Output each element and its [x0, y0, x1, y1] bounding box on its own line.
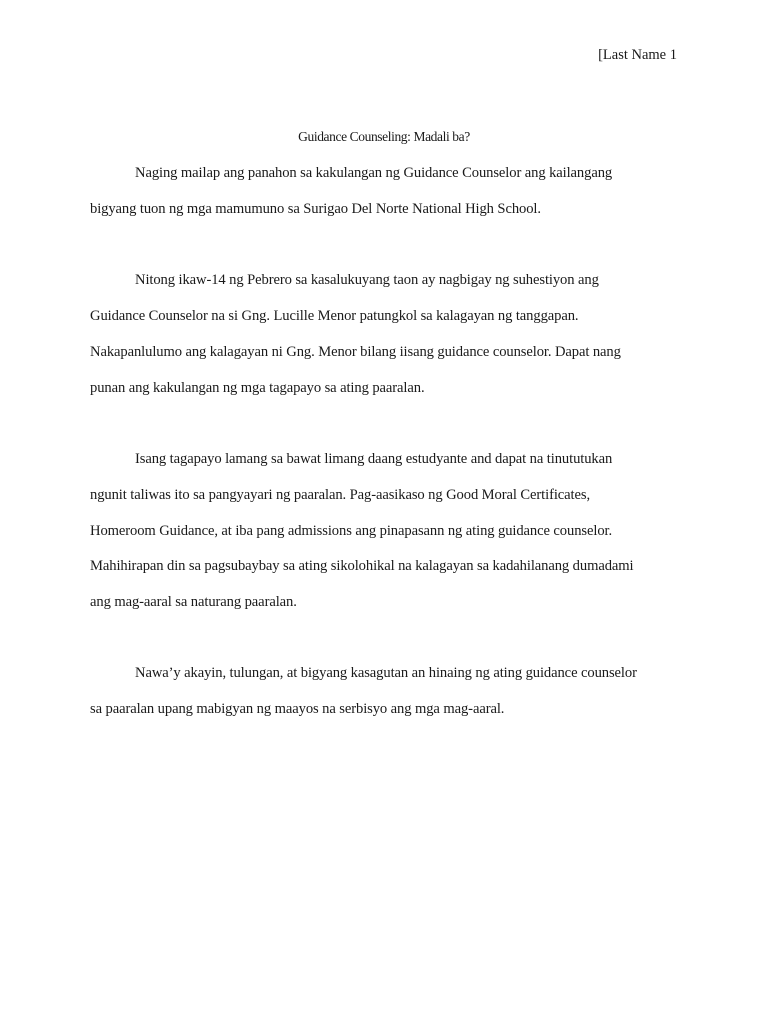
running-head: [Last Name 1: [598, 47, 677, 63]
paragraph-line: ngunit taliwas ito sa pangyayari ng paaralan. Pag-aasikaso ng Good Moral Certificates,: [90, 487, 591, 503]
paragraph-line: Nakapanlulumo ang kalagayan ni Gng. Menor bilang iisang guidance counselor. Dapat nang: [90, 344, 621, 360]
paragraph-line: ang mag-aaral sa naturang paaralan.: [90, 594, 297, 610]
paragraph-line: Guidance Counselor na si Gng. Lucille Menor patungkol sa kalagayan ng tanggapan.: [90, 308, 579, 324]
paragraph-line: sa paaralan upang mabigyan ng maayos na serbisyo ang mga mag-aaral.: [90, 701, 505, 717]
document-title: Guidance Counseling: Madali ba?: [298, 129, 470, 144]
paragraph-line: Homeroom Guidance, at iba pang admissions ang pinapasann ng ating guidance counselor.: [90, 523, 613, 539]
paragraph-line: punan ang kakulangan ng mga tagapayo sa ating paaralan.: [90, 380, 425, 396]
paragraph-line: Nitong ikaw-14 ng Pebrero sa kasalukuyang taon ay nagbigay ng suhestiyon ang: [135, 272, 599, 288]
paragraph-line: Isang tagapayo lamang sa bawat limang daang estudyante and dapat na tinututukan: [135, 451, 613, 467]
paragraph-line: Nawa’y akayin, tulungan, at bigyang kasagutan an hinaing ng ating guidance counselor: [135, 665, 637, 681]
paragraph-line: Mahihirapan din sa pagsubaybay sa ating sikolohikal na kalagayan sa kadahilanang dumadami: [90, 558, 634, 574]
paragraph-line: bigyang tuon ng mga mamumuno sa Surigao Del Norte National High School.: [90, 201, 541, 217]
paragraph-line: Naging mailap ang panahon sa kakulangan ng Guidance Counselor ang kailangang: [135, 165, 613, 181]
